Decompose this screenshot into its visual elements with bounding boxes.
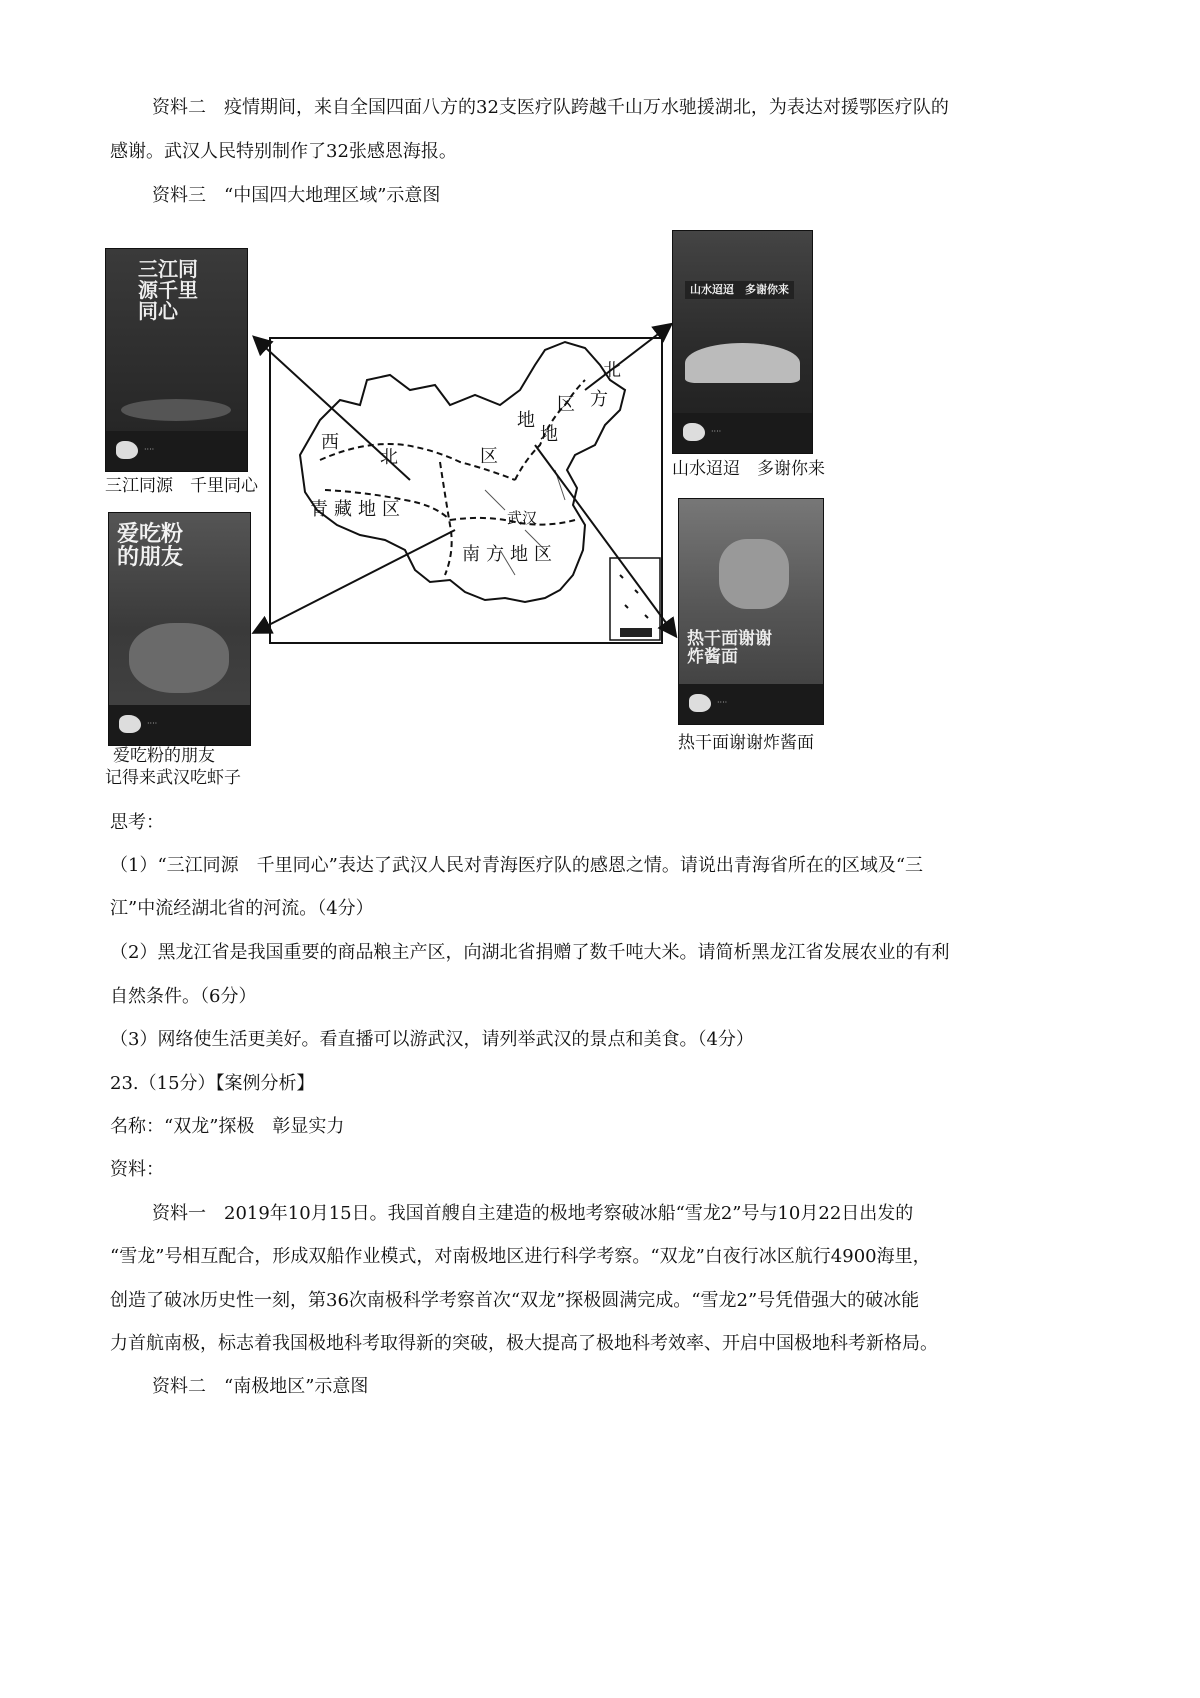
poster-logo-icon [683,423,705,441]
arrow-to-top-right [585,325,670,390]
text-line: 创造了破冰历史性一刻，第36次南极科学考察首次“双龙”探极圆满完成。“雪龙2”号凭借强大的破冰能 [110,1290,920,1311]
poster-bottom-right: 热干面谢谢炸酱面 ···· [678,498,824,725]
text-line: （1）“三江同源 千里同心”表达了武汉人民对青海医疗队的感恩之情。请说出青海省所在的区域及“三 [110,855,924,876]
label-qingzang: 青藏地区 [310,499,406,520]
text-line: 资料： [110,1159,164,1180]
arrow-to-bottom-left [255,530,455,632]
poster-top-left: 三江同源千里同心 ···· [105,248,248,472]
text-line: 资料二 “南极地区”示意图 [152,1376,369,1397]
china-regions-figure [105,230,1105,850]
text-line: 23.（15分）【案例分析】 [110,1073,315,1094]
caption-top-right: 山水迢迢 多谢你来 [672,459,825,479]
poster-logo-icon [689,694,711,712]
label-north-6: 区 [480,446,498,467]
caption-bottom-right: 热干面谢谢炸酱面 [678,733,814,753]
text-line: 名称：“双龙”探极 彰显实力 [110,1116,345,1137]
label-wuhan: 武汉 [507,509,538,527]
label-northwest-2: 北 [380,447,398,468]
poster-bottom-left-text: 爱吃粉的朋友 [117,522,184,571]
label-north-4: 区 [557,394,575,415]
text-line: 资料三 “中国四大地理区域”示意图 [152,185,441,206]
label-north-3: 地 [517,410,535,431]
text-line: 力首航南极，标志着我国极地科考取得新的突破，极大提高了极地科考效率、开启中国极地科考新格局。 [110,1333,938,1354]
text-line: 资料二 疫情期间，来自全国四面八方的32支医疗队跨越千山万水驰援湖北，为表达对援鄂医疗队的 [152,97,949,118]
text-line: （2）黑龙江省是我国重要的商品粮主产区，向湖北省捐赠了数千吨大米。请简析黑龙江省发展农业的有利 [110,942,950,963]
text-line: 江”中流经湖北省的河流。（4分） [110,898,374,919]
label-north-1: 北 [603,360,621,381]
label-north-5: 地 [540,424,558,445]
text-line: （3）网络使生活更美好。看直播可以游武汉，请列举武汉的景点和美食。（4分） [110,1029,754,1050]
poster-top-right-text: 山水迢迢 多谢你来 [685,281,794,299]
poster-bottom-right-text: 热干面谢谢炸酱面 [687,629,772,667]
text-line: 自然条件。（6分） [110,986,257,1007]
figure-drawing [105,230,1105,850]
poster-logo-icon [116,441,138,459]
text-line: 感谢。武汉人民特别制作了32张感恩海报。 [110,141,457,162]
text-line: 资料一 2019年10月15日。我国首艘自主建造的极地考察破冰船“雪龙2”号与10月22日出发的 [152,1203,914,1224]
caption-bottom-left-2: 记得来武汉吃虾子 [105,768,241,788]
label-north-2: 方 [590,389,608,410]
label-south: 南方地区 [462,544,558,565]
poster-top-left-text: 三江同源千里同心 [138,257,198,323]
text-line: “雪龙”号相互配合，形成双船作业模式，对南极地区进行科学考察。“双龙”白夜行冰区航行4900海里， [110,1246,931,1267]
label-northwest-1: 西 [321,432,339,453]
poster-top-right: 山水迢迢 多谢你来 ···· [672,230,813,454]
poster-logo-icon [119,715,141,733]
caption-top-left: 三江同源 千里同心 [105,476,258,496]
text-line: 思考： [110,812,164,833]
caption-bottom-left-1: 爱吃粉的朋友 [113,746,215,766]
poster-bottom-left: 爱吃粉的朋友 ···· [108,512,251,746]
